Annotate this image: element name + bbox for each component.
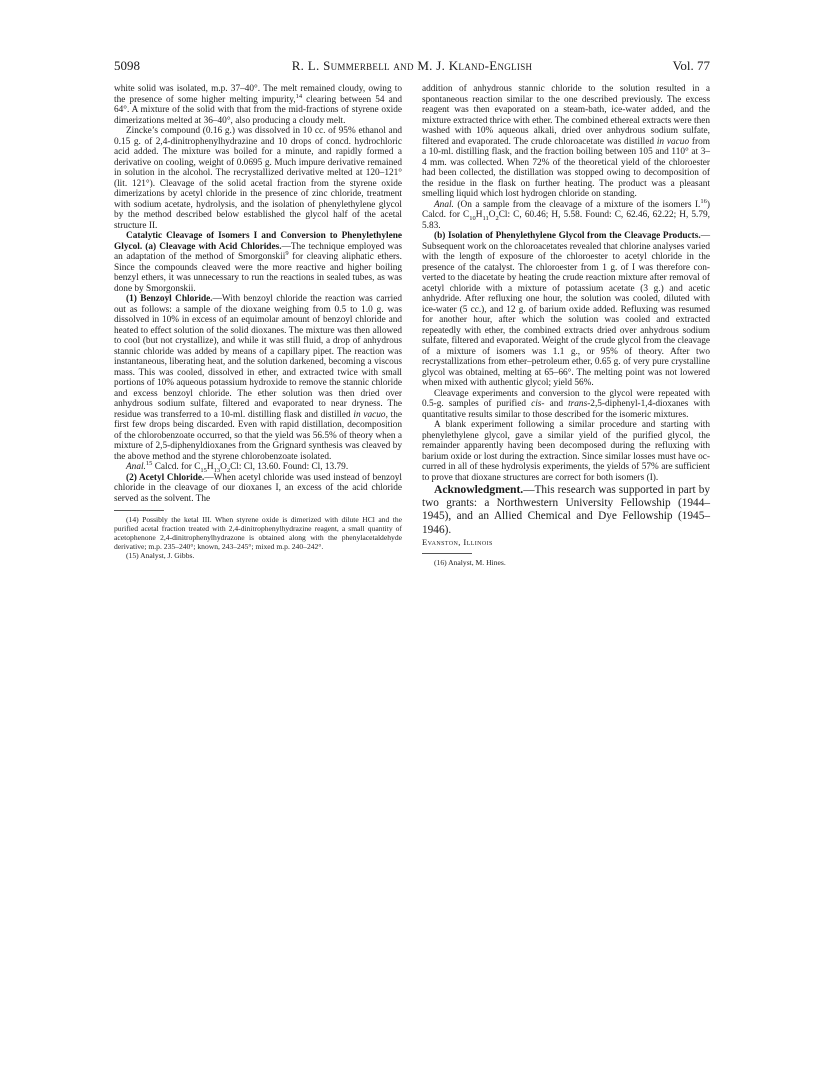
running-authors: R. L. Summerbell and M. J. Kland-English: [291, 58, 533, 73]
footnote-rule: [114, 510, 164, 511]
paragraph: Catalytic Cleavage of Isomers I and Conversion to Phenylethylene Glycol. (a) Cleavage with Acid Chlorides.—The technique employed was an adaptation of the method of Smorgonskii$^9$ for cleaving aliphatic ethers. Since the compounds cleaved were the more reactive and higher boiling benzyl ethers, it was unnecessary to run the reactions in sealed tubes, as was done by Smorgonskii.: [114, 231, 402, 294]
footnote: (15) Analyst, J. Gibbs.: [126, 551, 195, 560]
paragraph: (b) Isolation of Phenylethylene Glycol from the Cleavage Products.—Subsequent work on the chloroacetates revealed that chlorine analyses varied with the length of exposure of the chloroester to acetyl chloride in the presence of the catalyst. The chloroester from 1 g. of I was therefore converted to the diacetate by heating the crude reaction mixture after removal of acetyl chloride with a mixture of potassium acetate (3 g.) and acetic anhydride. After refluxing one hour, the solution was cooled, diluted with ice-water (5 cc.), and 12 g. of barium oxide added. Refluxing was resumed for another hour, after which the solution was cooled and extracted repeatedly with ether, the combined extracts dried over anhydrous sodium sulfate, filtered and evaporated. Weight of the crude glycol from the cleavage of a mixture of isomers was 1.1 g., or 95% of theory. After two recrystallizations from ether–petroleum ether, 0.65 g. of very pure crystalline glycol was obtained, melting at 65–66°. The melting point was not lowered when mixed with authentic glycol; yield 56%.: [422, 231, 710, 388]
right-column: [422, 84, 710, 567]
footnote: (16) Analyst, M. Hines.: [434, 558, 506, 568]
section-heading: (b) Isolation of Phenylethylene Glycol from the Cleavage Products.: [434, 231, 701, 241]
running-header: [114, 58, 710, 76]
analysis-line: Anal. (On a sample from the cleavage of a mixture of the isomers I.$^{16}$) Calcd. for $C_{10}H_{11}O_2Cl$: C, 60.46; H, 5.58. Found: C, 62.46, 62.22; H, 5.79, 5.83.: [422, 197, 711, 231]
paragraph: Cleavage experiments and conversion to the glycol were repeated with 0.5-g. samples of purified cis- and trans-2,5-diphenyl-1,4-dioxanes with quantitative results similar to those described for the isomeric mixtures.: [422, 388, 711, 420]
paragraph: (2) Acetyl Chloride.—When acetyl chloride was used instead of benzoyl chloride in the cleavage of our dioxanes I, an excess of the acid chloride served as the solvent. The: [114, 472, 402, 504]
footnote: (14) Possibly the ketal III. When styrene oxide is dimerized with dilute HCl and the purified acetal fraction treated with 2,4-dinitrophenylhydrazine reagent, a small quantity of acetophenone 2,4-dinitrophenylhydrazone is obtained along with the phenylacetaldehyde derivative; m.p. 235–240°; known, 243–245°; mixed m.p. 240–242°.: [114, 515, 402, 551]
subsection-heading: (2) Acetyl Chloride.: [126, 472, 205, 483]
acknowledgment: Acknowledgment.—This research was supported in part by two grants: a Northwestern University Fellowship (1944–1945), and an Allied Chemical and Dye Fellowship (1945–1946).: [422, 483, 710, 536]
paragraph: white solid was isolated, m.p. 37–40°. The melt remained cloudy, owing to the presence of some higher melting impurity,$^{14}$ clearing between 54 and 64°. A mixture of the solid with that from the mid-fractions of styrene oxide dimerizations melted at 36–40°, also producing a cloudy melt.: [114, 84, 402, 126]
paragraph: Zincke’s compound (0.16 g.) was dissolved in 10 cc. of 95% ethanol and 0.15 g. of 2,4-dinitrophenylhydrazine and 10 drops of concd. hydrochloric acid added. The mixture was boiled for a minute, and rapidly formed a derivative on cooling, weight of 0.0695 g. Much impure derivative remained in solution in the alcohol. The recrystallized derivative melted at 120–121° (lit. 121°). Cleavage of the solid acetal fraction from the styrene oxide dimerizations by acetyl chloride in the presence of zinc chloride, treatment with sodium acetate, hydrolysis, and the isolation of phenylethylene glycol by the method described below established the glycol half of the acetal structure II.: [114, 126, 402, 231]
paragraph: addition of anhydrous stannic chloride to the solution resulted in a spontaneous reaction similar to the one described previously. The excess reagent was then evaporated on a steam-bath, ice-water added, and the mixture extracted thrice with ether. The combined ethereal extracts were then washed with 10% aqueous alkali, dried over anhydrous sodium sulfate, filtered and evaporated. The crude chloroacetate was distilled in vacuo from a 10-ml. distilling flask, and the fraction boiling between 105 and 110° at 3–4 mm. was collected. When 72% of the theoretical yield of the chloroester had been collected, the distillation was stopped owing to decomposition of the residue in the flask on further heating. The product was a pleasant smelling liquid which lost hydrogen chloride on standing.: [422, 84, 711, 199]
author-address: Evanston, Illinois: [422, 536, 493, 547]
subsection-heading: (1) Benzoyl Chloride.: [126, 294, 213, 304]
page-number: 5098: [114, 58, 140, 73]
section-heading: Catalytic Cleavage of Isomers I and Conversion to Phenylethylene Glycol. (a) Cleavage with Acid Chlorides.: [114, 231, 402, 252]
paragraph: (1) Benzoyl Chloride.—With benzoyl chloride the reaction was carried out as follows: a sample of the dioxane weighing from 0.5 to 1.0 g. was dissolved in 10% in excess of an equimolar amount of benzoyl chloride and heated to effect solution of the solid dioxanes. The mixture was then allowed to cool (but not crystallize), and while it was still fluid, a drop of anhydrous stannic chloride was added by means of a capillary pipet. The reaction was instantaneous, liberating heat, and the solution darkened, becoming a viscous mass. This was cooled, dissolved in ether, and extracted twice with small portions of 10% aqueous potassium hydroxide to remove the stannic chloride and excess benzoyl chloride. The ether solution was then dried over anhydrous sodium sulfate, filtered and evaporated to near dryness. The residue was transferred to a 10-ml. distilling flask and distilled in vacuo, the first few drops being discarded. Even with rapid distillation, decomposition of the chlorobenzoate occurred, so that the yield was 56.5% of theory when a mixture of 2,5-diphenyldioxanes from the Grignard synthesis was cleaved by the above method and the styrene chlorobenzoate isolated.: [114, 294, 402, 462]
acknowledgment-heading: Acknowledgment.: [434, 483, 524, 496]
footnote-rule: [422, 553, 472, 554]
paragraph: A blank experiment following a similar procedure and starting with phenylethylene glycol, gave a similar yield of the purified glycol, the remainder apparently having been decomposed during the refluxing with barium oxide or lost during the extraction. Since similar losses must have occurred in all of these hydrolysis experiments, the yields of 57% are sufficient to prove that dioxane structures are correct for both isomers (I).: [422, 420, 710, 483]
volume-label: Vol. 77: [672, 58, 710, 73]
left-column: [114, 84, 402, 560]
analysis-line: Anal.$^{15}$ Calcd. for $C_{15}H_{13}O_2Cl$: Cl, 13.60. Found: Cl, 13.79.: [126, 459, 349, 474]
